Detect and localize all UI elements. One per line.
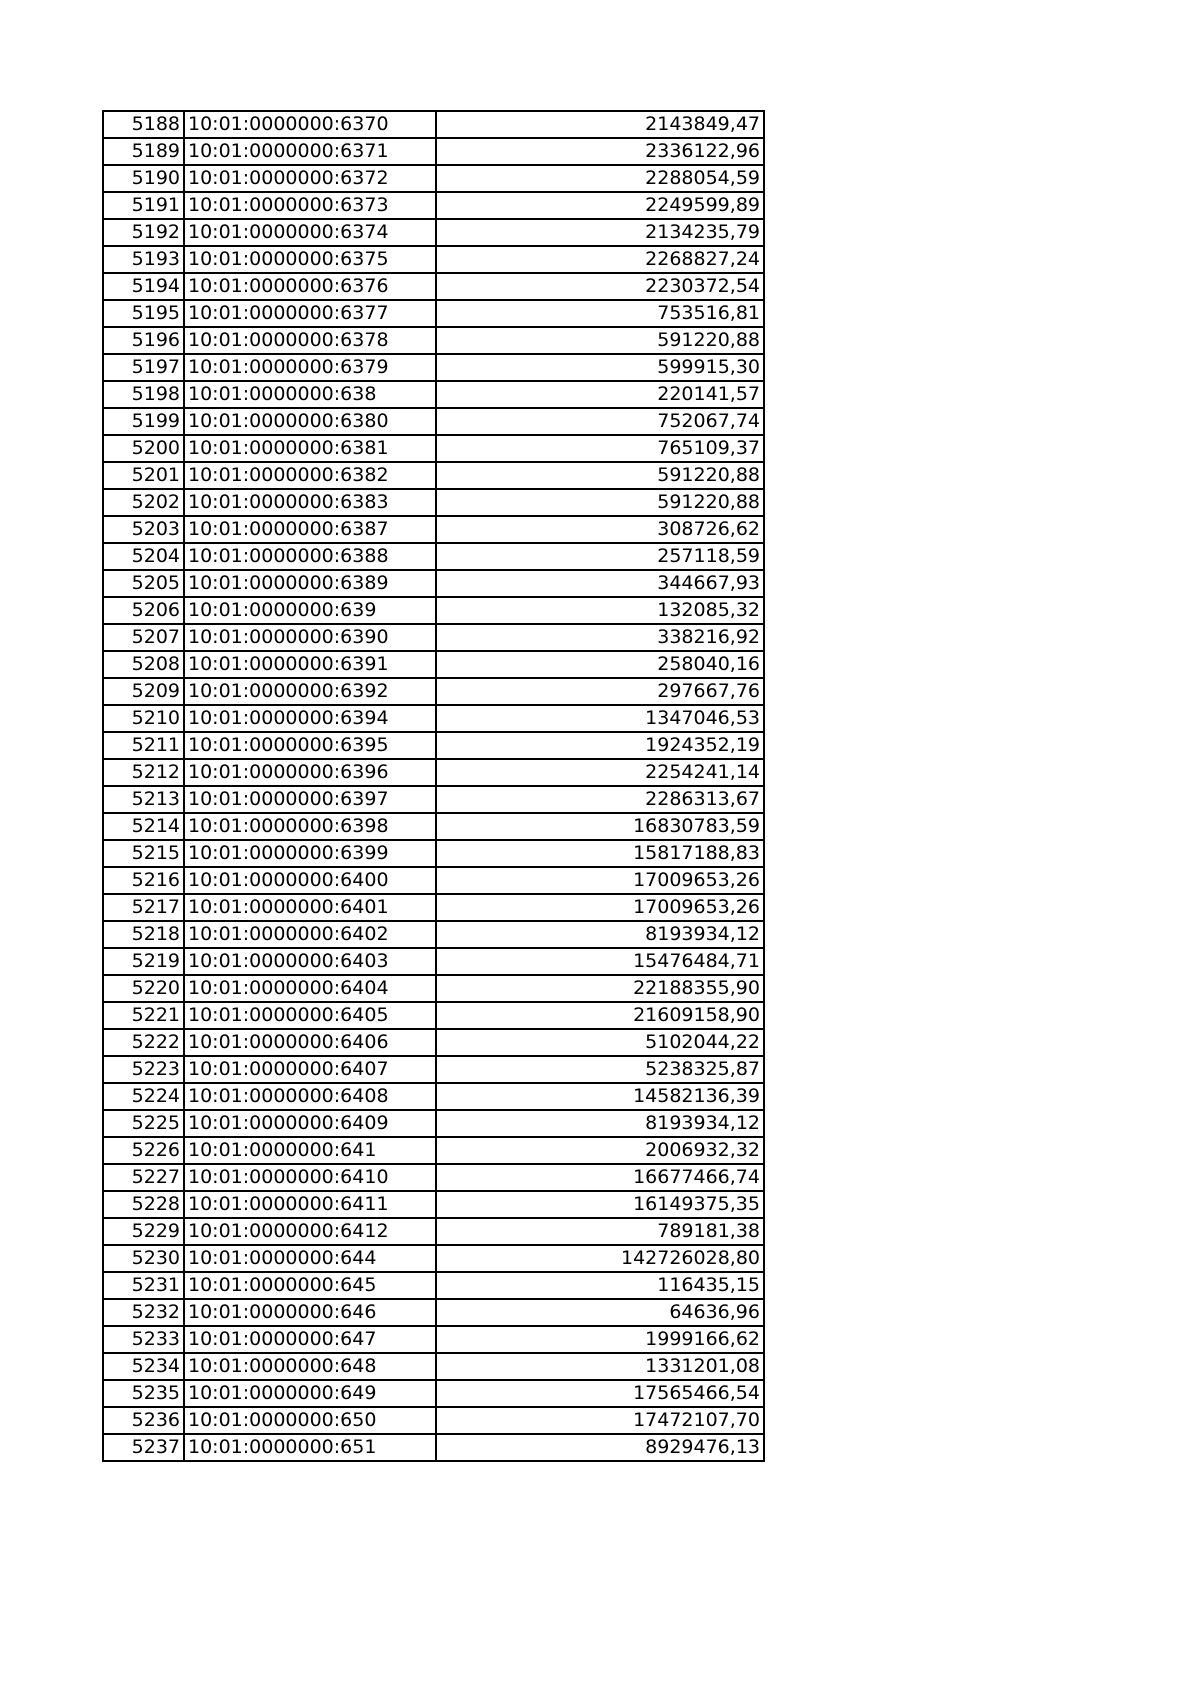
cadastral-number-cell: 10:01:0000000:650	[184, 1407, 436, 1434]
row-number-cell: 5216	[103, 867, 184, 894]
table-row	[103, 840, 764, 867]
cadastral-number-cell: 10:01:0000000:6409	[184, 1110, 436, 1137]
value-cell: 5238325,87	[436, 1056, 764, 1083]
cadastral-number-cell: 10:01:0000000:6412	[184, 1218, 436, 1245]
row-number-cell: 5203	[103, 516, 184, 543]
value-cell: 2143849,47	[436, 111, 764, 138]
table-row	[103, 570, 764, 597]
cadastral-number-cell: 10:01:0000000:6381	[184, 435, 436, 462]
cadastral-number-cell: 10:01:0000000:649	[184, 1380, 436, 1407]
table-row	[103, 732, 764, 759]
cadastral-number-cell: 10:01:0000000:6407	[184, 1056, 436, 1083]
row-number-cell: 5236	[103, 1407, 184, 1434]
cadastral-number-cell: 10:01:0000000:648	[184, 1353, 436, 1380]
value-cell: 591220,88	[436, 489, 764, 516]
table-row	[103, 1110, 764, 1137]
row-number-cell: 5215	[103, 840, 184, 867]
table-row	[103, 1272, 764, 1299]
table-row	[103, 1137, 764, 1164]
row-number-cell: 5188	[103, 111, 184, 138]
table-row	[103, 1083, 764, 1110]
value-cell: 17472107,70	[436, 1407, 764, 1434]
table-row	[103, 597, 764, 624]
cadastral-number-cell: 10:01:0000000:6378	[184, 327, 436, 354]
value-cell: 599915,30	[436, 354, 764, 381]
row-number-cell: 5204	[103, 543, 184, 570]
value-cell: 591220,88	[436, 327, 764, 354]
table-row	[103, 1245, 764, 1272]
table-row	[103, 1407, 764, 1434]
value-cell: 17009653,26	[436, 867, 764, 894]
cadastral-number-cell: 10:01:0000000:6399	[184, 840, 436, 867]
data-table	[102, 110, 765, 1462]
table-row	[103, 894, 764, 921]
table-row	[103, 759, 764, 786]
row-number-cell: 5190	[103, 165, 184, 192]
table-row	[103, 921, 764, 948]
value-cell: 2249599,89	[436, 192, 764, 219]
row-number-cell: 5218	[103, 921, 184, 948]
table-row	[103, 1353, 764, 1380]
row-number-cell: 5210	[103, 705, 184, 732]
value-cell: 2254241,14	[436, 759, 764, 786]
table-row	[103, 1326, 764, 1353]
row-number-cell: 5214	[103, 813, 184, 840]
value-cell: 17565466,54	[436, 1380, 764, 1407]
cadastral-number-cell: 10:01:0000000:639	[184, 597, 436, 624]
cadastral-number-cell: 10:01:0000000:6401	[184, 894, 436, 921]
cadastral-number-cell: 10:01:0000000:645	[184, 1272, 436, 1299]
cadastral-number-cell: 10:01:0000000:6373	[184, 192, 436, 219]
table-row	[103, 1434, 764, 1461]
row-number-cell: 5219	[103, 948, 184, 975]
row-number-cell: 5220	[103, 975, 184, 1002]
cadastral-number-cell: 10:01:0000000:6372	[184, 165, 436, 192]
value-cell: 142726028,80	[436, 1245, 764, 1272]
cadastral-number-cell: 10:01:0000000:6404	[184, 975, 436, 1002]
cadastral-number-cell: 10:01:0000000:6392	[184, 678, 436, 705]
table-row	[103, 543, 764, 570]
cadastral-number-cell: 10:01:0000000:6395	[184, 732, 436, 759]
row-number-cell: 5227	[103, 1164, 184, 1191]
value-cell: 5102044,22	[436, 1029, 764, 1056]
table-row	[103, 408, 764, 435]
value-cell: 1924352,19	[436, 732, 764, 759]
cadastral-number-cell: 10:01:0000000:638	[184, 381, 436, 408]
row-number-cell: 5222	[103, 1029, 184, 1056]
value-cell: 344667,93	[436, 570, 764, 597]
value-cell: 22188355,90	[436, 975, 764, 1002]
value-cell: 338216,92	[436, 624, 764, 651]
cadastral-number-cell: 10:01:0000000:6400	[184, 867, 436, 894]
cadastral-number-cell: 10:01:0000000:641	[184, 1137, 436, 1164]
row-number-cell: 5221	[103, 1002, 184, 1029]
row-number-cell: 5209	[103, 678, 184, 705]
table-row	[103, 678, 764, 705]
value-cell: 64636,96	[436, 1299, 764, 1326]
row-number-cell: 5212	[103, 759, 184, 786]
row-number-cell: 5226	[103, 1137, 184, 1164]
cadastral-number-cell: 10:01:0000000:6387	[184, 516, 436, 543]
value-cell: 591220,88	[436, 462, 764, 489]
value-cell: 2134235,79	[436, 219, 764, 246]
value-cell: 220141,57	[436, 381, 764, 408]
row-number-cell: 5225	[103, 1110, 184, 1137]
cadastral-number-cell: 10:01:0000000:6388	[184, 543, 436, 570]
cadastral-number-cell: 10:01:0000000:6411	[184, 1191, 436, 1218]
table-row	[103, 165, 764, 192]
cadastral-number-cell: 10:01:0000000:6370	[184, 111, 436, 138]
value-cell: 14582136,39	[436, 1083, 764, 1110]
cadastral-number-cell: 10:01:0000000:6389	[184, 570, 436, 597]
value-cell: 17009653,26	[436, 894, 764, 921]
value-cell: 2286313,67	[436, 786, 764, 813]
cadastral-number-cell: 10:01:0000000:6375	[184, 246, 436, 273]
table-row	[103, 1056, 764, 1083]
table-row	[103, 1002, 764, 1029]
row-number-cell: 5211	[103, 732, 184, 759]
row-number-cell: 5231	[103, 1272, 184, 1299]
table-row	[103, 813, 764, 840]
value-cell: 765109,37	[436, 435, 764, 462]
cadastral-number-cell: 10:01:0000000:646	[184, 1299, 436, 1326]
table-row	[103, 516, 764, 543]
table-row	[103, 651, 764, 678]
table-row	[103, 1029, 764, 1056]
table-row	[103, 705, 764, 732]
cadastral-number-cell: 10:01:0000000:6376	[184, 273, 436, 300]
row-number-cell: 5234	[103, 1353, 184, 1380]
row-number-cell: 5235	[103, 1380, 184, 1407]
row-number-cell: 5224	[103, 1083, 184, 1110]
value-cell: 8193934,12	[436, 1110, 764, 1137]
row-number-cell: 5197	[103, 354, 184, 381]
table-body	[103, 111, 764, 1461]
cadastral-number-cell: 10:01:0000000:6398	[184, 813, 436, 840]
cadastral-number-cell: 10:01:0000000:6408	[184, 1083, 436, 1110]
cadastral-number-cell: 10:01:0000000:644	[184, 1245, 436, 1272]
row-number-cell: 5194	[103, 273, 184, 300]
table-row	[103, 1191, 764, 1218]
row-number-cell: 5207	[103, 624, 184, 651]
row-number-cell: 5199	[103, 408, 184, 435]
table-row	[103, 867, 764, 894]
cadastral-number-cell: 10:01:0000000:6382	[184, 462, 436, 489]
value-cell: 752067,74	[436, 408, 764, 435]
table-row	[103, 219, 764, 246]
value-cell: 16677466,74	[436, 1164, 764, 1191]
cadastral-number-cell: 10:01:0000000:6405	[184, 1002, 436, 1029]
row-number-cell: 5230	[103, 1245, 184, 1272]
row-number-cell: 5237	[103, 1434, 184, 1461]
table-row	[103, 273, 764, 300]
cadastral-number-cell: 10:01:0000000:651	[184, 1434, 436, 1461]
cadastral-number-cell: 10:01:0000000:6391	[184, 651, 436, 678]
table-row	[103, 300, 764, 327]
table-row	[103, 948, 764, 975]
table-row	[103, 975, 764, 1002]
value-cell: 789181,38	[436, 1218, 764, 1245]
row-number-cell: 5198	[103, 381, 184, 408]
table-row	[103, 246, 764, 273]
table-row	[103, 381, 764, 408]
table-row	[103, 786, 764, 813]
cadastral-number-cell: 10:01:0000000:6377	[184, 300, 436, 327]
cadastral-number-cell: 10:01:0000000:6396	[184, 759, 436, 786]
value-cell: 2230372,54	[436, 273, 764, 300]
value-cell: 16149375,35	[436, 1191, 764, 1218]
value-cell: 257118,59	[436, 543, 764, 570]
cadastral-number-cell: 10:01:0000000:6383	[184, 489, 436, 516]
row-number-cell: 5217	[103, 894, 184, 921]
value-cell: 21609158,90	[436, 1002, 764, 1029]
row-number-cell: 5191	[103, 192, 184, 219]
value-cell: 1999166,62	[436, 1326, 764, 1353]
value-cell: 297667,76	[436, 678, 764, 705]
value-cell: 753516,81	[436, 300, 764, 327]
row-number-cell: 5205	[103, 570, 184, 597]
row-number-cell: 5196	[103, 327, 184, 354]
value-cell: 258040,16	[436, 651, 764, 678]
cadastral-number-cell: 10:01:0000000:6410	[184, 1164, 436, 1191]
row-number-cell: 5229	[103, 1218, 184, 1245]
cadastral-number-cell: 10:01:0000000:6394	[184, 705, 436, 732]
cadastral-number-cell: 10:01:0000000:6374	[184, 219, 436, 246]
value-cell: 16830783,59	[436, 813, 764, 840]
table-row	[103, 1299, 764, 1326]
value-cell: 132085,32	[436, 597, 764, 624]
table-row	[103, 489, 764, 516]
value-cell: 8193934,12	[436, 921, 764, 948]
cadastral-number-cell: 10:01:0000000:6402	[184, 921, 436, 948]
cadastral-number-cell: 10:01:0000000:6390	[184, 624, 436, 651]
value-cell: 2006932,32	[436, 1137, 764, 1164]
row-number-cell: 5201	[103, 462, 184, 489]
row-number-cell: 5232	[103, 1299, 184, 1326]
row-number-cell: 5213	[103, 786, 184, 813]
table-row	[103, 624, 764, 651]
cadastral-number-cell: 10:01:0000000:6406	[184, 1029, 436, 1056]
row-number-cell: 5189	[103, 138, 184, 165]
table-row	[103, 111, 764, 138]
row-number-cell: 5208	[103, 651, 184, 678]
row-number-cell: 5193	[103, 246, 184, 273]
value-cell: 15476484,71	[436, 948, 764, 975]
value-cell: 2336122,96	[436, 138, 764, 165]
value-cell: 1331201,08	[436, 1353, 764, 1380]
table-row	[103, 1164, 764, 1191]
table-row	[103, 354, 764, 381]
table-row	[103, 462, 764, 489]
cadastral-number-cell: 10:01:0000000:6403	[184, 948, 436, 975]
row-number-cell: 5195	[103, 300, 184, 327]
value-cell: 1347046,53	[436, 705, 764, 732]
value-cell: 308726,62	[436, 516, 764, 543]
cadastral-number-cell: 10:01:0000000:6380	[184, 408, 436, 435]
cadastral-number-cell: 10:01:0000000:647	[184, 1326, 436, 1353]
value-cell: 15817188,83	[436, 840, 764, 867]
table-row	[103, 1380, 764, 1407]
value-cell: 8929476,13	[436, 1434, 764, 1461]
value-cell: 116435,15	[436, 1272, 764, 1299]
row-number-cell: 5223	[103, 1056, 184, 1083]
cadastral-number-cell: 10:01:0000000:6371	[184, 138, 436, 165]
table-row	[103, 192, 764, 219]
row-number-cell: 5233	[103, 1326, 184, 1353]
table-row	[103, 327, 764, 354]
value-cell: 2268827,24	[436, 246, 764, 273]
cadastral-number-cell: 10:01:0000000:6379	[184, 354, 436, 381]
value-cell: 2288054,59	[436, 165, 764, 192]
table-row	[103, 435, 764, 462]
row-number-cell: 5200	[103, 435, 184, 462]
row-number-cell: 5228	[103, 1191, 184, 1218]
row-number-cell: 5202	[103, 489, 184, 516]
cadastral-number-cell: 10:01:0000000:6397	[184, 786, 436, 813]
table-row	[103, 1218, 764, 1245]
row-number-cell: 5192	[103, 219, 184, 246]
table-row	[103, 138, 764, 165]
row-number-cell: 5206	[103, 597, 184, 624]
